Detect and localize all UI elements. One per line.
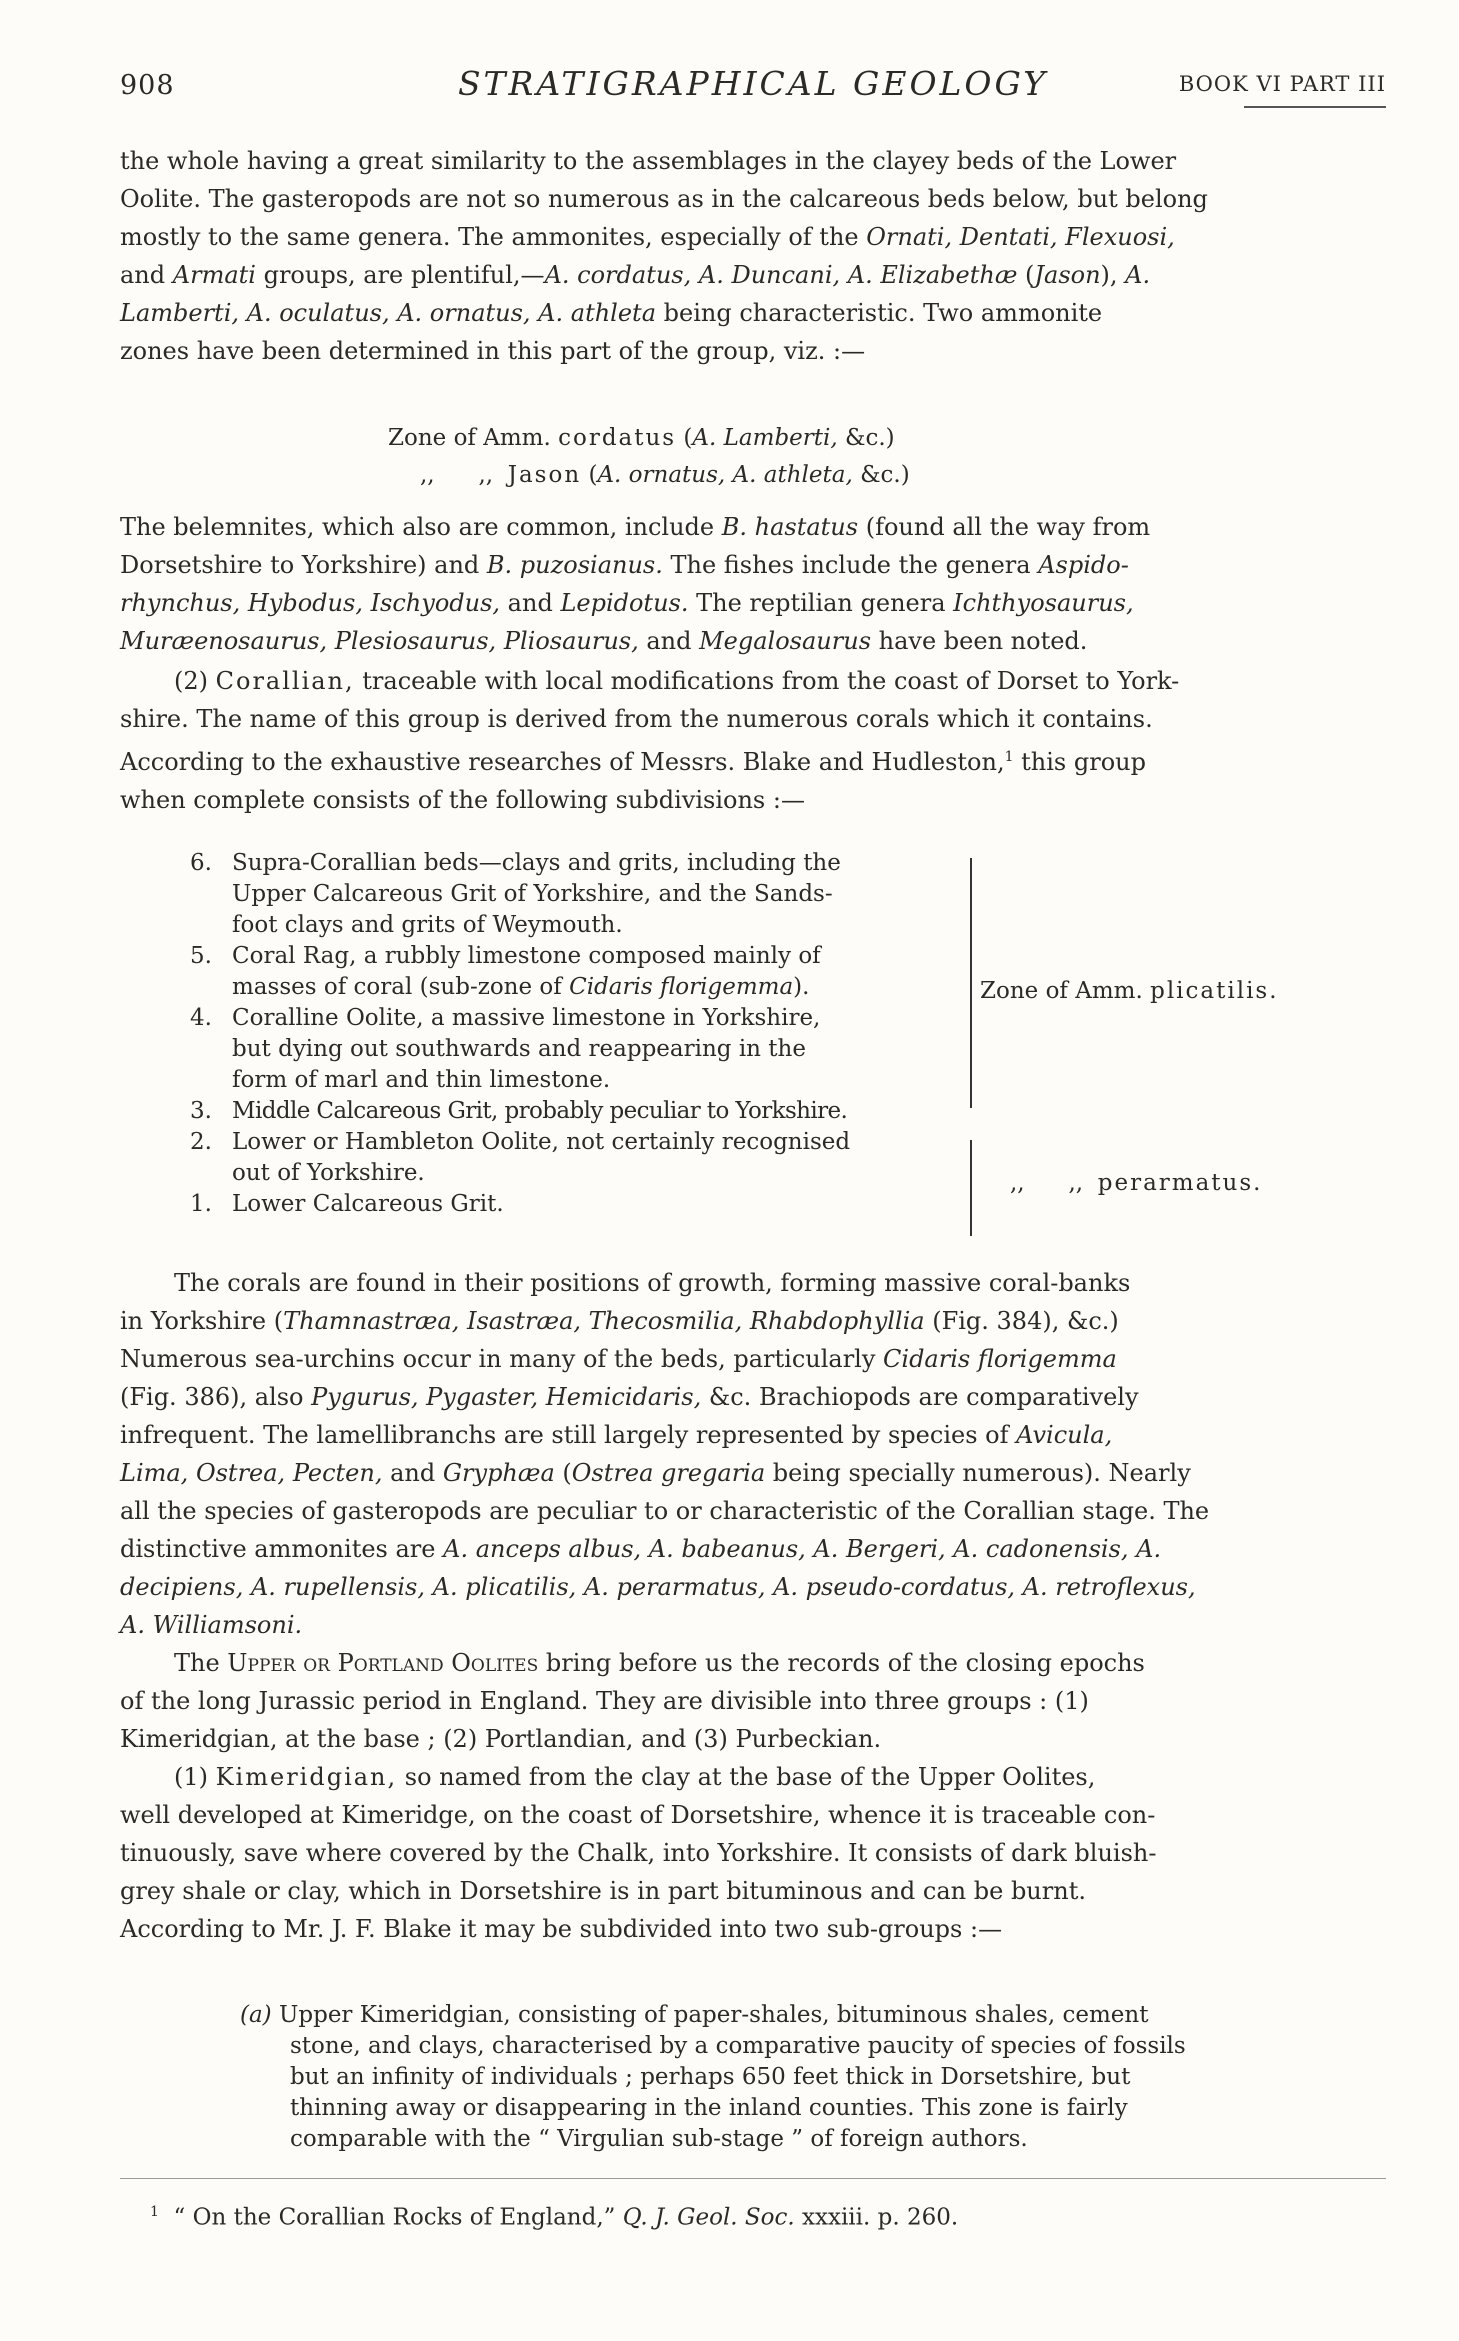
paragraph-ammonites — [120, 142, 1386, 370]
text: comparable with the “ Virgulian sub-stage ” of foreign authors. — [290, 2126, 1028, 2152]
italic-text: Ornati, Dentati, Flexuosi, — [866, 223, 1175, 251]
spaced-heading: Kimeridgian, — [215, 1763, 398, 1791]
ditto-marks: ,, ,, — [420, 462, 508, 488]
footnote-rule — [120, 2178, 1386, 2179]
text-line — [120, 1758, 1386, 1796]
text: and — [382, 1459, 443, 1487]
text: &c. Brachiopods are comparatively — [701, 1383, 1139, 1411]
italic-text: A. Williamsoni. — [120, 1611, 303, 1639]
item-number: 5. — [190, 943, 212, 969]
text: Dorsetshire to Yorkshire) and — [120, 551, 487, 579]
text: in Yorkshire ( — [120, 1307, 284, 1335]
text: but dying out southwards and reappearing in the — [232, 1036, 806, 1062]
text: when complete consists of the following subdivisions :— — [120, 786, 805, 814]
text: the whole having a great similarity to the assemblages in the clayey beds of the Lower — [120, 147, 1177, 175]
text: all the species of gasteropods are peculiar to or characteristic of the Corallian stage. The — [120, 1497, 1210, 1525]
text: ( — [581, 462, 598, 488]
paragraph-kimeridgian — [120, 1758, 1386, 1948]
text: ( — [1017, 261, 1035, 289]
text-line — [120, 218, 1386, 256]
text: Oolite. The gasteropods are not so numerous as in the calcareous beds below, but belong — [120, 185, 1208, 213]
text: and — [500, 589, 561, 617]
text: Middle Calcareous Grit, probably peculiar to Yorkshire. — [232, 1098, 848, 1124]
text: being characteristic. Two ammonite — [656, 299, 1103, 327]
text-line — [120, 1910, 1386, 1948]
text-line — [120, 1264, 1386, 1302]
text: Lower Calcareous Grit. — [232, 1191, 504, 1217]
text-line — [120, 1416, 1386, 1454]
text: The — [174, 1649, 228, 1677]
text-line — [120, 1454, 1386, 1492]
text: out of Yorkshire. — [232, 1160, 425, 1186]
italic-text: Aspido- — [1038, 551, 1129, 579]
italic-text: Armati — [172, 261, 256, 289]
list-item — [190, 941, 960, 1003]
page-number: 908 — [120, 70, 175, 101]
footnote-mark: 1 — [150, 2204, 159, 2220]
text: Supra-Corallian beds—clays and grits, including the — [232, 850, 841, 876]
zone-row — [388, 457, 910, 494]
text: Coralline Oolite, a massive limestone in Yorkshire, — [232, 1005, 821, 1031]
italic-text: Jason — [1034, 261, 1101, 289]
italic-text: Lepidotus. — [560, 589, 689, 617]
italic-text: Gryphæa — [442, 1459, 555, 1487]
brace-lower — [962, 1140, 972, 1236]
text-line — [120, 1644, 1386, 1682]
text-line — [120, 508, 1386, 546]
italic-text: B. puzosianus. — [486, 551, 663, 579]
text-line — [120, 1682, 1386, 1720]
item-number: 4. — [190, 1005, 212, 1031]
text-line — [120, 1302, 1386, 1340]
running-header — [120, 62, 1386, 110]
text: ( — [554, 1459, 572, 1487]
italic-text: A. ornatus, A. athleta, — [597, 462, 853, 488]
italic-text: A. anceps albus, A. babeanus, A. Bergeri, A. cadonensis, A. — [443, 1535, 1162, 1563]
italic-text: decipiens, A. rupellensis, A. plicatilis, A. perarmatus, A. pseudo-cordatus, A. retroflexus, — [120, 1573, 1196, 1601]
list-item — [190, 1189, 960, 1220]
text: grey shale or clay, which in Dorsetshire is in part bituminous and can be burnt. — [120, 1877, 1086, 1905]
italic-text: Ichthyosaurus, — [953, 589, 1134, 617]
italic-text: A. — [1125, 261, 1151, 289]
text-line — [120, 738, 1386, 781]
text: (Fig. 386), also — [120, 1383, 312, 1411]
text: According to the exhaustive researches of Messrs. Blake and Hudleston, — [120, 748, 1005, 776]
text-line — [120, 1606, 1386, 1644]
subgroup-a — [240, 2000, 1322, 2155]
text: According to Mr. J. F. Blake it may be subdivided into two sub-groups :— — [120, 1915, 1003, 1943]
text: and — [638, 627, 700, 655]
text: Zone of Amm. — [388, 425, 559, 451]
text: Zone of Amm. — [980, 978, 1151, 1004]
text-line — [120, 1872, 1386, 1910]
paragraph-belemnites — [120, 508, 1386, 660]
running-title: STRATIGRAPHICAL GEOLOGY — [457, 64, 1049, 103]
text-line — [120, 1834, 1386, 1872]
text-line — [120, 662, 1386, 700]
italic-text: Thamnastræa, Isastræa, Thecosmilia, Rhabdophyllia — [283, 1307, 925, 1335]
text: “ On the Corallian Rocks of England,” — [158, 2204, 623, 2231]
text-line — [120, 332, 1386, 370]
text: have been noted. — [871, 627, 1088, 655]
text: Numerous sea-urchins occur in many of the beds, particularly — [120, 1345, 884, 1373]
spaced-heading: Corallian, — [215, 667, 355, 695]
zone-name: perarmatus. — [1097, 1170, 1263, 1196]
text: Upper Kimeridgian, consisting of paper-shales, bituminous shales, cement — [271, 2002, 1149, 2028]
italic-text: Cidaris florigemma — [883, 1345, 1117, 1373]
text: &c.) — [837, 425, 895, 451]
text: The corals are found in their positions of growth, forming massive coral-banks — [174, 1269, 1131, 1297]
text: stone, and clays, characterised by a comparative paucity of species of fossils — [290, 2033, 1186, 2059]
list-item — [190, 1096, 960, 1127]
italic-text: Q. J. Geol. Soc. — [622, 2204, 795, 2231]
zone-name: cordatus — [558, 425, 677, 451]
text: of the long Jurassic period in England. They are divisible into three groups : (1) — [120, 1687, 1089, 1715]
text: The fishes include the genera — [662, 551, 1039, 579]
text: (2) — [174, 667, 216, 695]
italic-text: Ostrea gregaria — [571, 1459, 766, 1487]
italic-text: Lima, Ostrea, Pecten, — [120, 1459, 383, 1487]
text-line — [232, 972, 960, 1003]
text: Kimeridgian, at the base ; (2) Portlandian, and (3) Purbeckian. — [120, 1725, 882, 1753]
text: (found all the way from — [858, 513, 1151, 541]
italic-text: Avicula, — [1016, 1421, 1113, 1449]
text: The reptilian genera — [688, 589, 954, 617]
text-line — [120, 622, 1386, 660]
text-line — [120, 256, 1386, 294]
text: ( — [676, 425, 693, 451]
text-line — [240, 2000, 1322, 2031]
text: mostly to the same genera. The ammonites, especially of the — [120, 223, 867, 251]
italic-text: Cidaris florigemma — [569, 974, 794, 1000]
text: but an infinity of individuals ; perhaps 650 feet thick in Dorsetshire, but — [290, 2064, 1131, 2090]
item-number: 6. — [190, 850, 212, 876]
text: Coral Rag, a rubbly limestone composed mainly of — [232, 943, 821, 969]
book-part: BOOK VI PART III — [1178, 72, 1386, 96]
text: so named from the clay at the base of the Upper Oolites, — [397, 1763, 1096, 1791]
text: tinuously, save where covered by the Chalk, into Yorkshire. It consists of dark bluish- — [120, 1839, 1157, 1867]
italic-text: A. Lamberti, — [692, 425, 838, 451]
brace-upper — [962, 858, 972, 1108]
text-line — [120, 180, 1386, 218]
text: zones have been determined in this part of the group, viz. :— — [120, 337, 866, 365]
item-label: (a) — [240, 2002, 272, 2028]
text: well developed at Kimeridge, on the coast of Dorsetshire, whence it is traceable con- — [120, 1801, 1156, 1829]
footnote-ref: 1 — [1004, 749, 1014, 765]
small-caps-heading: Upper or Portland Oolites — [227, 1649, 539, 1677]
text: bring before us the records of the closing epochs — [538, 1649, 1145, 1677]
zone-list — [388, 420, 910, 494]
zone-label-upper — [980, 978, 1279, 1004]
italic-text: Lamberti, A. oculatus, A. ornatus, A. athleta — [120, 299, 657, 327]
corallian-subdivisions — [190, 848, 960, 1220]
zone-label-lower — [1010, 1170, 1262, 1196]
text: (1) — [174, 1763, 216, 1791]
text: foot clays and grits of Weymouth. — [232, 912, 623, 938]
italic-text: Megalosaurus — [699, 627, 872, 655]
paragraph-upper-oolites — [120, 1644, 1386, 1758]
text: masses of coral (sub-zone of — [232, 974, 570, 1000]
text-line — [120, 142, 1386, 180]
list-item — [190, 848, 960, 941]
text: (Fig. 384), &c.) — [924, 1307, 1119, 1335]
text-line — [120, 546, 1386, 584]
text: shire. The name of this group is derived from the numerous corals which it contains. — [120, 705, 1153, 733]
item-number: 1. — [190, 1191, 212, 1217]
paragraph-corallian — [120, 662, 1386, 819]
text: distinctive ammonites are — [120, 1535, 444, 1563]
text-line — [120, 1340, 1386, 1378]
footnote — [150, 2195, 958, 2235]
text: ), — [1100, 261, 1126, 289]
text: thinning away or disappearing in the inland counties. This zone is fairly — [290, 2095, 1128, 2121]
list-item — [190, 1003, 960, 1096]
text-line — [120, 1530, 1386, 1568]
italic-text: A. cordatus, A. Duncani, A. Elizabethæ — [544, 261, 1018, 289]
text-line — [120, 1568, 1386, 1606]
zone-row — [388, 420, 910, 457]
text: form of marl and thin limestone. — [232, 1067, 611, 1093]
text: &c.) — [852, 462, 910, 488]
zone-name: plicatilis. — [1150, 978, 1279, 1004]
text: xxxiii. p. 260. — [794, 2204, 959, 2231]
list-item — [190, 1127, 960, 1189]
text: groups, are plentiful,— — [255, 261, 545, 289]
text-line — [120, 1492, 1386, 1530]
text: infrequent. The lamellibranchs are still largely represented by species of — [120, 1421, 1017, 1449]
text: The belemnites, which also are common, include — [120, 513, 722, 541]
zone-name: Jason — [507, 462, 582, 488]
text: Lower or Hambleton Oolite, not certainly recognised — [232, 1129, 851, 1155]
italic-text: Pygurus, Pygaster, Hemicidaris, — [311, 1383, 702, 1411]
text: traceable with local modifications from the coast of Dorset to York- — [354, 667, 1180, 695]
text-line — [120, 1796, 1386, 1834]
text-line — [120, 584, 1386, 622]
ditto-marks: ,, ,, — [1010, 1170, 1098, 1196]
italic-text: Muræenosaurus, Plesiosaurus, Pliosaurus, — [120, 627, 639, 655]
italic-text: B. hastatus — [721, 513, 859, 541]
text: Upper Calcareous Grit of Yorkshire, and the Sands- — [232, 881, 833, 907]
item-number: 3. — [190, 1098, 212, 1124]
text: and — [120, 261, 173, 289]
paragraph-corals — [120, 1264, 1386, 1644]
item-number: 2. — [190, 1129, 212, 1155]
text: this group — [1013, 748, 1146, 776]
text: being specially numerous). Nearly — [765, 1459, 1191, 1487]
text-line — [120, 1378, 1386, 1416]
header-rule — [1244, 106, 1386, 108]
italic-text: rhynchus, Hybodus, Ischyodus, — [120, 589, 501, 617]
text-line — [120, 781, 1386, 819]
text-line — [120, 294, 1386, 332]
text-line — [120, 700, 1386, 738]
text-line — [120, 1720, 1386, 1758]
text: ). — [793, 974, 810, 1000]
